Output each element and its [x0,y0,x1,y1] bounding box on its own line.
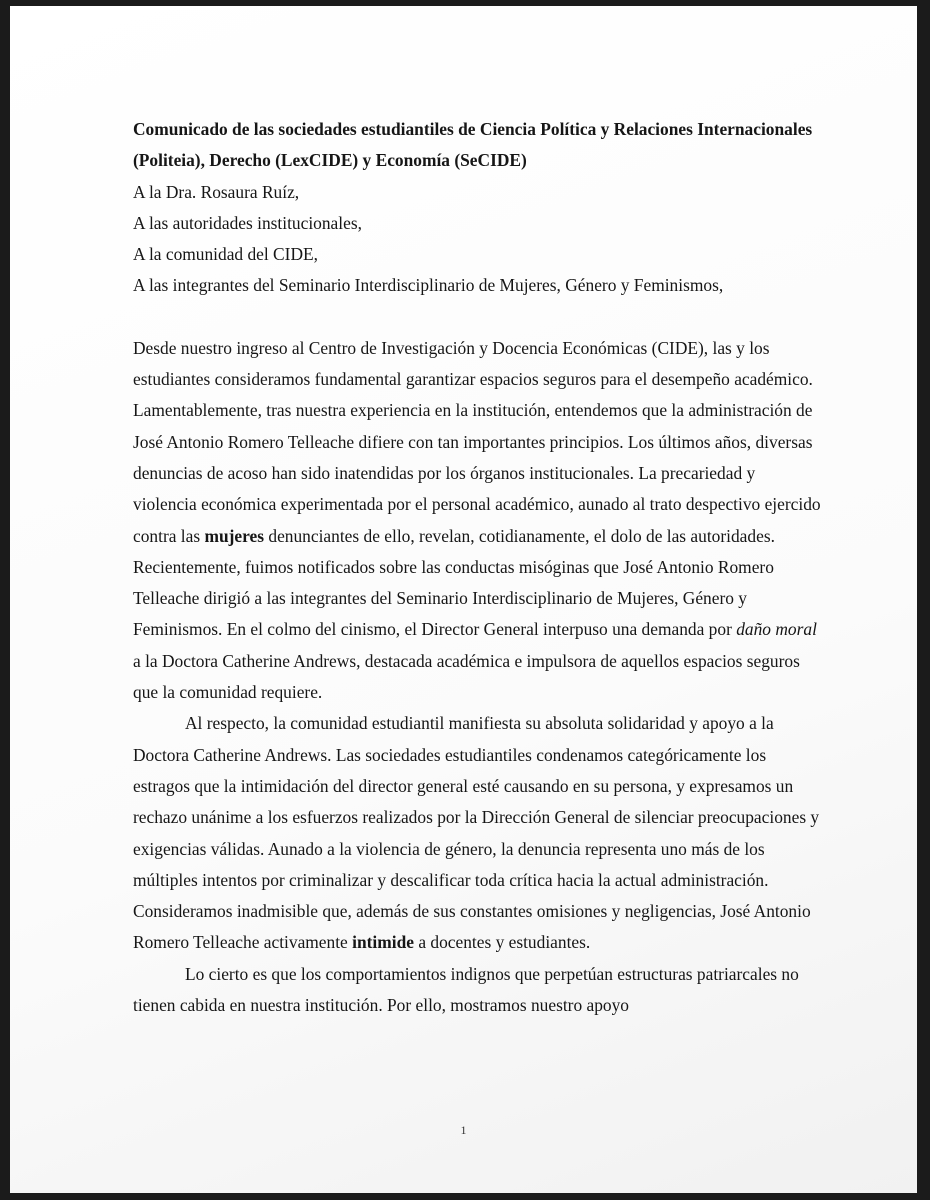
paragraph-1 [133,333,823,709]
paragraph-2 [133,708,823,958]
page-number: 1 [460,1123,467,1137]
document-body [133,114,823,1021]
document-page [10,6,917,1193]
blank-line [133,302,823,333]
recipient-line: A las integrantes del Seminario Interdisciplinario de Mujeres, Género y Feminismos, [133,275,724,296]
paragraph-2-text: Al respecto, la comunidad estudiantil manifiesta su absoluta solidaridad y apoyo a la Doctora Catherine Andrews. Las sociedades estudiantiles condenamos categóricamente los estragos que la intimidación del director general esté causando en su persona, y expresamos un rechazo unánime a los esfuerzos realizados por la Dirección General de silenciar preocupaciones y exigencias válidas. Aunado a la violencia de género, la denuncia representa uno más de los múltiples intentos por criminalizar y descalificar toda crítica hacia la actual administración. Consideramos inadmisible que, además de sus constantes omisiones y negligencias, José Antonio Romero Telleache activamente [133,713,820,953]
paragraph-1-text: denunciantes de ello, revelan, cotidianamente, el dolo de las autoridades. Recientemente, fuimos notificados sobre las conductas misóginas que José Antonio Romero Telleache dirigió a las integrantes del Seminario Interdisciplinario de Mujeres, Género y Feminismos. En el colmo del cinismo, el Director General interpuso una demanda por [133,525,775,640]
paragraph-2-text: a docentes y estudiantes. [413,932,591,953]
bold-word-intimide: intimide [352,932,414,953]
paragraph-1-text: Desde nuestro ingreso al Centro de Investigación y Docencia Económicas (CIDE), las y los estudiantes consideramos fundamental garantizar espacios seguros para el desempeño académico. Lamentablemente, tras nuestra experiencia en la institución, entendemos que la administración de José Antonio Romero Telleache difiere con tan importantes principios. Los últimos años, diversas denuncias de acoso han sido inatendidas por los órganos institucionales. La precariedad y violencia económica experimentada por el personal académico, aunado al trato despectivo ejercido contra las [133,337,821,546]
recipient-line: A la comunidad del CIDE, [133,244,318,265]
recipient-line: A la Dra. Rosaura Ruíz, [133,181,300,202]
document-title: Comunicado de las sociedades estudiantiles de Ciencia Política y Relaciones Internacionales (Politeia), Derecho (LexCIDE) y Economía (SeCIDE) [133,119,813,171]
italic-phrase-dano-moral: daño moral [736,619,817,640]
bold-word-mujeres: mujeres [204,525,265,546]
paragraph-1-text: a la Doctora Catherine Andrews, destacada académica e impulsora de aquellos espacios seguros que la comunidad requiere. [133,650,800,703]
recipient-line: A las autoridades institucionales, [133,212,362,233]
paragraph-3: Lo cierto es que los comportamientos indignos que perpetúan estructuras patriarcales no tienen cabida en nuestra institución. Por ello, mostramos nuestro apoyo [133,963,799,1016]
